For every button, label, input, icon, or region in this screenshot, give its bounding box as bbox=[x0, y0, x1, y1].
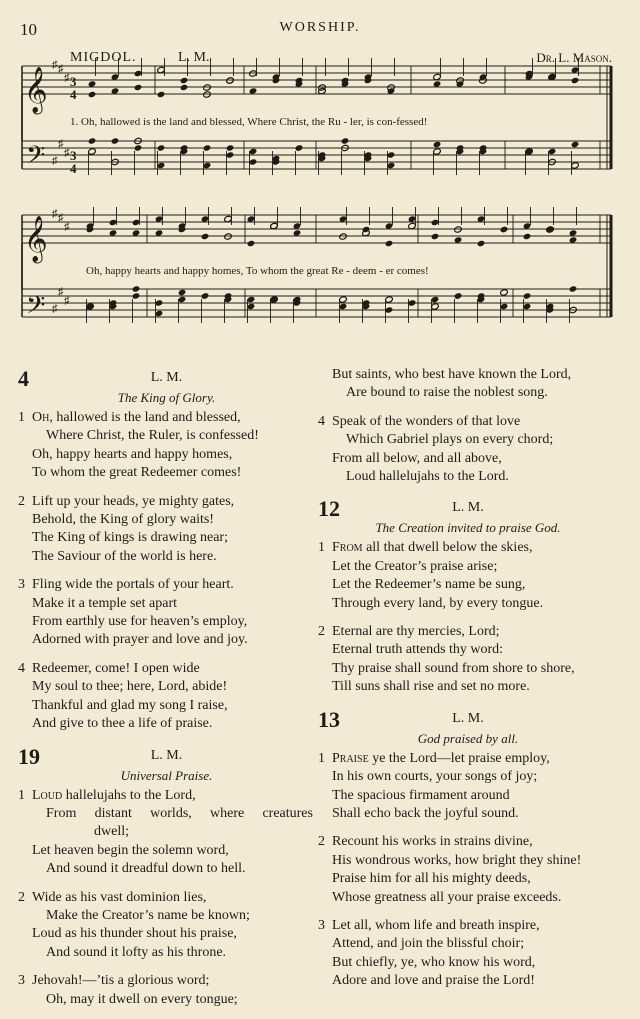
verse-line: And sound it lofty as his throne. bbox=[46, 944, 227, 960]
verse-line: My soul to thee; here, Lord, abide! bbox=[32, 679, 228, 695]
svg-text:♯: ♯ bbox=[64, 221, 70, 233]
verse-line: Wide as his vast dominion lies, bbox=[32, 889, 207, 905]
hymn-number: 12 bbox=[318, 496, 340, 522]
verse-line: hallowed is the land and blessed, bbox=[56, 410, 241, 425]
verse-number: 1 bbox=[18, 787, 25, 803]
verse-line: Loud hallelujahs to the Lord. bbox=[346, 469, 509, 485]
hymn-number: 4 bbox=[18, 366, 29, 391]
stanza bbox=[318, 623, 618, 697]
stanza bbox=[18, 660, 315, 734]
hymn-meter: L. M. bbox=[150, 370, 183, 385]
verse-line: But saints, who best have known the Lord, bbox=[332, 367, 572, 382]
stanza bbox=[18, 493, 315, 567]
verse-number: 3 bbox=[318, 917, 325, 933]
verse-line: Eternal truth attends thy word: bbox=[332, 642, 504, 658]
hymn-title: The Creation invited to praise God. bbox=[375, 520, 561, 536]
svg-text:♯: ♯ bbox=[52, 155, 58, 167]
verse-number: 1 bbox=[318, 750, 325, 766]
verse-line: From all below, and all above, bbox=[332, 450, 502, 466]
verse-line: ye the Lord—let praise employ, bbox=[372, 750, 550, 766]
page-number: 10 bbox=[20, 20, 37, 39]
svg-text:♯: ♯ bbox=[52, 59, 58, 71]
stanza bbox=[18, 889, 315, 963]
svg-text:𝄢: 𝄢 bbox=[26, 141, 46, 176]
verse-line: Loud as his thunder shout his praise, bbox=[32, 926, 237, 942]
hymn-meter: L. M. bbox=[150, 747, 183, 763]
verse-line: The Saviour of the world is here. bbox=[32, 548, 217, 564]
left-column bbox=[18, 366, 315, 1019]
stanza bbox=[318, 413, 618, 487]
verse-line: Behold, the King of glory waits! bbox=[32, 512, 214, 528]
verse-line: And sound it dreadful down to hell. bbox=[46, 861, 246, 877]
verse-number: 4 bbox=[18, 660, 25, 676]
verse-line: In his own courts, your songs of joy; bbox=[332, 769, 538, 785]
right-column bbox=[318, 366, 618, 1001]
verse-line: Shall echo back the joyful sound. bbox=[332, 805, 519, 821]
verse-line: The King of kings is drawing near; bbox=[32, 530, 228, 546]
svg-text:3: 3 bbox=[70, 74, 77, 89]
first-word: From bbox=[332, 540, 363, 556]
stanza bbox=[18, 972, 315, 1009]
verse-number: 2 bbox=[318, 624, 325, 640]
hymn-title: God praised by all. bbox=[417, 730, 519, 746]
svg-text:♯: ♯ bbox=[58, 63, 64, 75]
svg-text:♯: ♯ bbox=[58, 286, 64, 298]
hymn-13 bbox=[318, 707, 618, 991]
verse-line: Eternal are thy mercies, Lord; bbox=[332, 624, 500, 640]
stanza-continued bbox=[318, 366, 618, 403]
verse-line: all that dwell below the skies, bbox=[366, 540, 533, 556]
svg-text:♯: ♯ bbox=[52, 303, 58, 315]
verse-line: Till suns shall rise and set no more. bbox=[332, 679, 530, 695]
verse-line: Fling wide the portals of your heart. bbox=[32, 577, 234, 593]
verse-number: 1 bbox=[18, 410, 25, 425]
verse-line: Thankful and glad my song I raise, bbox=[32, 697, 228, 713]
verse-line: Whose greatness all your praise exceeds. bbox=[332, 889, 562, 905]
hymn-number: 19 bbox=[18, 743, 40, 769]
verse-line: Attend, and join the blissful choir; bbox=[332, 936, 525, 952]
verse-line: Let the Creator’s praise arise; bbox=[332, 558, 498, 574]
svg-text:4: 4 bbox=[70, 87, 77, 102]
verse-line: Let all, whom life and breath inspire, bbox=[332, 917, 540, 933]
first-word: Praise bbox=[332, 750, 369, 766]
verse-line: Which Gabriel plays on every chord; bbox=[346, 432, 554, 448]
hymn-19 bbox=[18, 744, 315, 1009]
lyrics-line-1: 1. Oh, hallowed is the land and blessed, Where Christ, the Ru - ler, is con-fessed! bbox=[70, 116, 428, 128]
hymn-12 bbox=[318, 496, 618, 696]
verse-line: From distant worlds, where creatures bbox=[46, 805, 313, 821]
svg-text:𝄞: 𝄞 bbox=[24, 216, 48, 262]
stanza bbox=[318, 750, 618, 824]
stanza bbox=[318, 917, 618, 991]
tune-name: MIGDOL. bbox=[70, 50, 137, 65]
verse-line: Recount his works in strains divine, bbox=[332, 834, 533, 850]
verse-line: Adore and love and praise the Lord! bbox=[332, 973, 535, 989]
verse-line: Where Christ, the Ruler, is confessed! bbox=[46, 428, 259, 444]
stanza bbox=[318, 539, 618, 613]
svg-text:𝄞: 𝄞 bbox=[24, 67, 48, 113]
hymn-4 bbox=[18, 366, 315, 734]
hymn-meter: L. M. bbox=[452, 710, 484, 726]
composer: Dr. L. Mason. bbox=[536, 50, 612, 65]
stanza bbox=[18, 409, 315, 483]
verse-number: 3 bbox=[18, 577, 25, 593]
music-score bbox=[0, 0, 640, 360]
verse-line: Through every land, by every tongue. bbox=[332, 595, 544, 611]
verse-line: Redeemer, come! I open wide bbox=[32, 660, 200, 676]
verse-number: 2 bbox=[18, 889, 25, 905]
verse-number: 3 bbox=[18, 973, 25, 989]
hymn-title: Universal Praise. bbox=[120, 767, 213, 783]
hymn-title: The King of Glory. bbox=[117, 390, 216, 405]
verse-line: Are bound to raise the noblest song. bbox=[346, 385, 548, 401]
first-word: Loud bbox=[32, 787, 63, 803]
verse-line: From earthly use for heaven’s employ, bbox=[32, 614, 248, 630]
verse-line: Praise him for all his mighty deeds, bbox=[332, 871, 531, 887]
verse-line: Make the Creator’s name be known; bbox=[46, 907, 250, 923]
svg-text:♯: ♯ bbox=[58, 212, 64, 224]
svg-text:♯: ♯ bbox=[64, 72, 70, 84]
hymn-meter: L. M. bbox=[452, 500, 484, 516]
verse-line: Let heaven begin the solemn word, bbox=[32, 842, 229, 858]
verse-line: Let the Redeemer’s name be sung, bbox=[332, 577, 526, 593]
svg-text:♯: ♯ bbox=[52, 208, 58, 220]
verse-number: 4 bbox=[318, 413, 325, 429]
verse-line: hallelujahs to the Lord, bbox=[65, 787, 196, 803]
lyrics-line-2: Oh, happy hearts and happy homes, To whom the great Re - deem - er comes! bbox=[86, 265, 429, 277]
verse-line: Make it a temple set apart bbox=[32, 595, 177, 611]
verse-line: The spacious firmament around bbox=[332, 787, 510, 803]
verse-number: 1 bbox=[318, 540, 325, 556]
svg-text:4: 4 bbox=[70, 161, 77, 176]
running-title: WORSHIP. bbox=[279, 20, 361, 35]
verse-line-turnover: dwell; bbox=[94, 824, 129, 840]
stanza bbox=[18, 576, 315, 650]
stanza bbox=[318, 833, 618, 907]
verse-number: 2 bbox=[318, 834, 325, 850]
svg-text:3: 3 bbox=[70, 148, 77, 163]
verse-line: Oh, may it dwell on every tongue; bbox=[46, 991, 238, 1007]
verse-line: But chiefly, ye, who know his word, bbox=[332, 954, 536, 970]
hymn-number: 13 bbox=[318, 706, 340, 732]
stanza bbox=[18, 787, 315, 879]
svg-text:♯: ♯ bbox=[64, 295, 70, 307]
first-word: Oh, bbox=[32, 410, 53, 425]
svg-text:𝄢: 𝄢 bbox=[26, 291, 46, 326]
verse-line: Thy praise shall sound from shore to shore, bbox=[332, 660, 575, 676]
verse-line: Oh, happy hearts and happy homes, bbox=[32, 446, 233, 462]
verse-line: To whom the great Redeemer comes! bbox=[32, 465, 242, 481]
verse-line: Jehovah!—’tis a glorious word; bbox=[32, 973, 210, 989]
verse-line: And give to thee a life of praise. bbox=[32, 716, 213, 732]
tune-meter: L. M. bbox=[178, 50, 210, 65]
svg-text:♯: ♯ bbox=[58, 138, 64, 150]
verse-line: Speak of the wonders of that love bbox=[332, 413, 521, 429]
verse-line: His wondrous works, how bright they shine! bbox=[332, 852, 582, 868]
verse-line: Adorned with prayer and love and joy. bbox=[32, 632, 248, 648]
svg-text:♯: ♯ bbox=[64, 147, 70, 159]
verse-line: Lift up your heads, ye mighty gates, bbox=[32, 493, 235, 509]
verse-number: 2 bbox=[18, 493, 25, 509]
